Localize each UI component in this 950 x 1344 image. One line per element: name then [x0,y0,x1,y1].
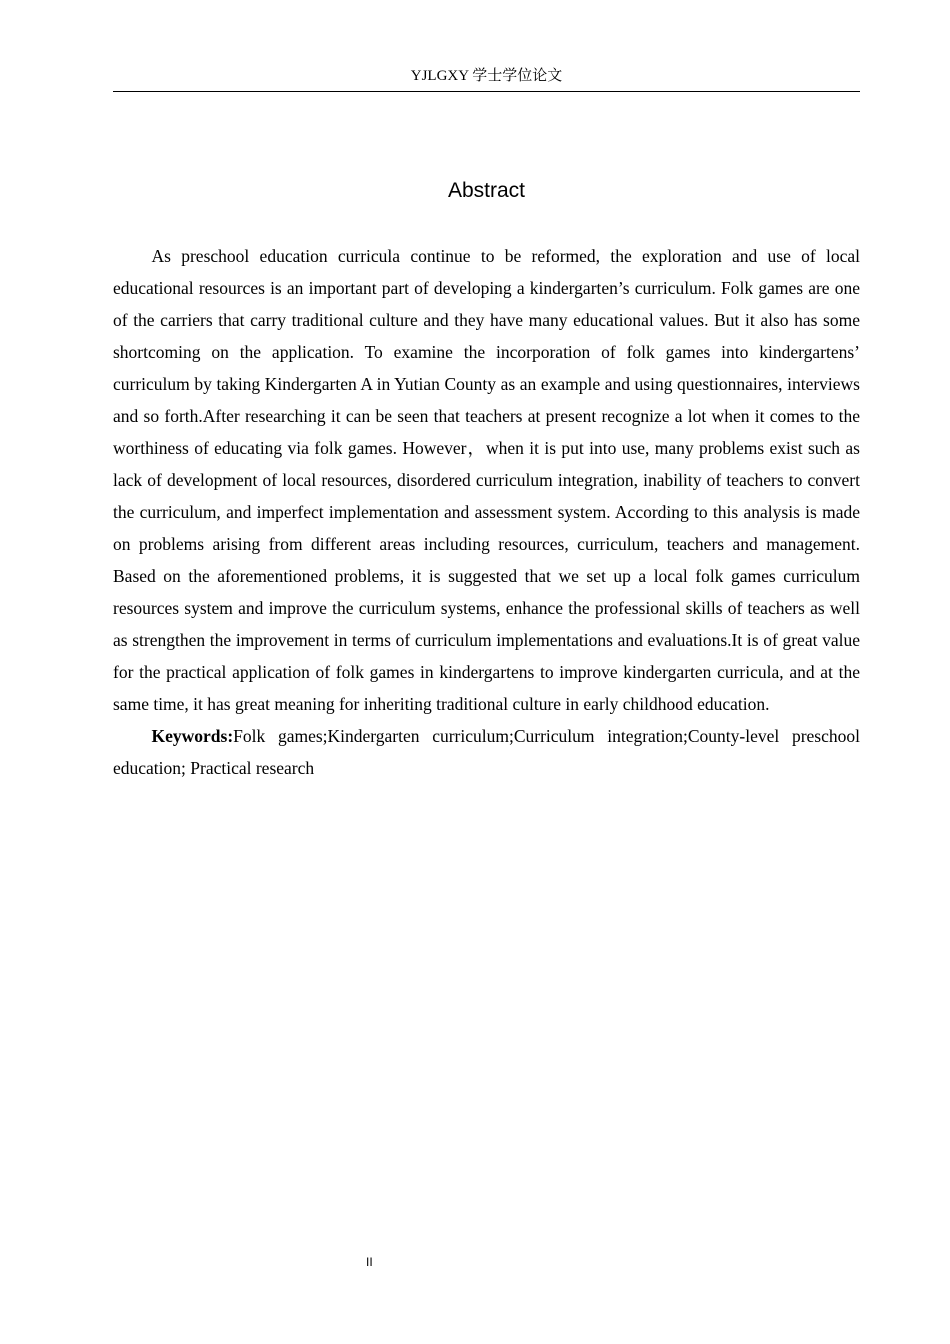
abstract-paragraph: As preschool education curricula continue to be reformed, the exploration and use of local educational resources is an important part of developing a kindergarten’s curriculum. Folk games are one of the carriers that carry traditional culture and they have many educational values. But it also has some shortcoming on the application. To examine the incorporation of folk games into kindergartens’ curriculum by taking Kindergarten A in Yutian County as an example and using questionnaires, interviews and so forth.After researching it can be seen that teachers at present recognize a lot when it comes to the worthiness of educating via folk games. However，when it is put into use, many problems exist such as lack of development of local resources, disordered curriculum integration, inability of teachers to convert the curriculum, and imperfect implementation and assessment system. According to this analysis is made on problems arising from different areas including resources, curriculum, teachers and management. Based on the aforementioned problems, it is suggested that we set up a local folk games curriculum resources system and improve the curriculum systems, enhance the professional skills of teachers as well as strengthen the improvement in terms of curriculum implementations and evaluations.It is of great value for the practical application of folk games in kindergartens to improve kindergarten curricula, and at the same time, it has great meaning for inheriting traditional culture in early childhood education. [113,246,860,714]
abstract-title: Abstract [447,179,526,202]
page-number: II [366,1255,373,1269]
header-rule [113,91,860,92]
running-header: YJLGXY 学士学位论文 [410,68,563,84]
keywords-label: Keywords: [151,726,234,746]
keywords-line [113,720,860,784]
abstract-body [113,240,860,784]
keywords-text: Folk games;Kindergarten curriculum;Curriculum integration;County-level preschool education; Practical research [113,726,860,778]
